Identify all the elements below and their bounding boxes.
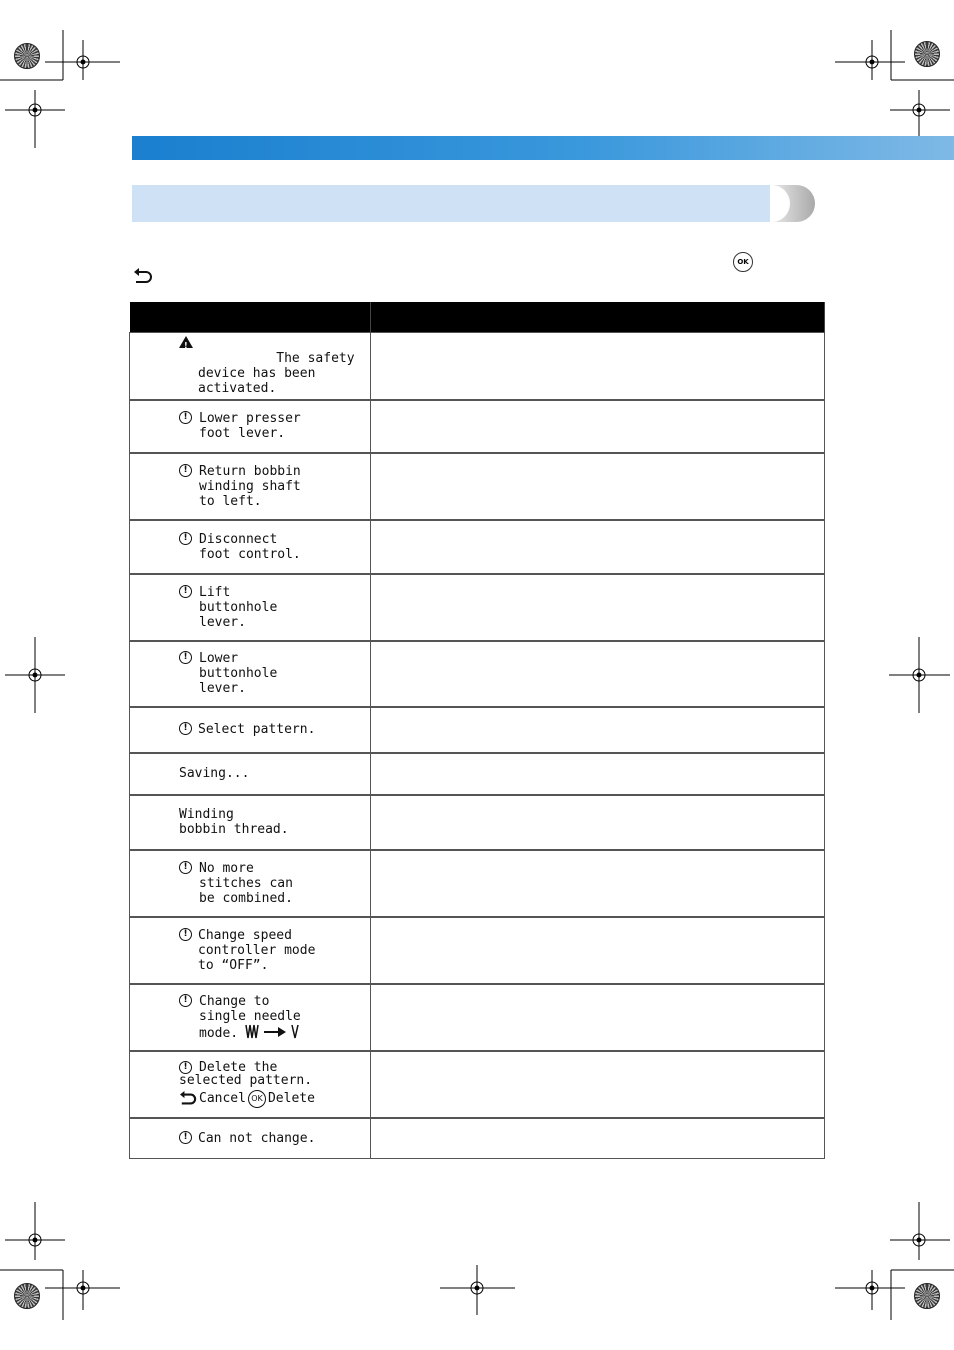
message-line: No more [199,860,254,876]
return-key-icon [133,268,153,286]
ok-key-icon: OK [248,1090,266,1108]
alert-icon: ! [179,1061,192,1074]
message-cell [130,333,371,400]
alert-icon: ! [179,532,192,545]
message-line: lever. [199,681,246,696]
table-row [130,753,825,795]
alert-icon: ! [179,585,192,598]
table-row [130,917,825,984]
message-line: activated. [198,380,277,396]
table-row [130,1051,825,1118]
table-row [130,641,825,707]
double-to-single-needle-icon [244,1024,324,1040]
message-line: Lift [199,584,231,600]
cause-cell [370,574,825,641]
message-line: Change speed [198,927,292,943]
message-line: Can not change. [198,1130,316,1146]
cause-cell [370,641,825,707]
cause-cell [370,795,825,850]
message-line: buttonhole [199,599,278,615]
message-cell [130,641,371,707]
message-line: single needle [199,1008,301,1024]
chapter-header-bar [132,136,954,160]
message-cell [130,400,371,453]
message-cell [130,795,371,850]
alert-icon: ! [179,411,192,424]
table-header-cause [370,302,825,333]
cause-cell [370,333,825,400]
message-line: Winding [179,807,234,822]
ok-key-icon: OK [733,252,753,272]
message-line: winding shaft [199,478,301,494]
message-line: to left. [199,493,262,509]
error-message-table [129,302,825,1159]
message-line: Delete the [199,1059,278,1075]
cause-cell [370,707,825,753]
message-line: lever. [199,614,246,630]
message-cell [130,453,371,520]
message-line: bobbin thread. [179,822,289,837]
message-line: device has been [198,365,316,381]
message-line: buttonhole [199,666,278,681]
delete-label: Delete [267,1091,315,1106]
message-cell [130,1051,371,1118]
cause-cell [370,984,825,1051]
table-row [130,984,825,1051]
cause-cell [370,753,825,795]
message-cell [130,707,371,753]
message-cell [130,753,371,795]
cancel-label: Cancel [199,1091,246,1106]
alert-icon: ! [179,651,192,664]
section-header-band [132,185,770,222]
cause-cell [370,453,825,520]
message-line: Change to [199,993,270,1009]
alert-icon: ! [179,994,192,1007]
table-header-row [130,302,825,333]
cause-cell [370,1118,825,1159]
table-row [130,520,825,574]
message-line: Select pattern. [198,722,316,737]
message-cell [130,984,371,1051]
table-row [130,574,825,641]
table-row [130,707,825,753]
warning-icon: ! [179,336,193,348]
message-line: Lower [199,651,239,666]
message-line: Return bobbin [199,463,301,479]
alert-icon: ! [179,928,192,941]
table-row [130,1118,825,1159]
message-line: to “OFF”. [198,957,269,973]
table-row [130,795,825,850]
table-row [130,850,825,917]
message-line: The safety [276,350,355,366]
table-row [130,453,825,520]
message-line: controller mode [198,942,316,958]
message-cell [130,574,371,641]
cause-cell [370,400,825,453]
message-line: Lower presser [199,411,301,426]
message-cell [130,1118,371,1159]
message-line: foot lever. [199,426,286,441]
message-line: stitches can [199,875,293,891]
message-line: be combined. [199,890,293,906]
alert-icon: ! [179,1131,192,1144]
message-line: mode. [199,1025,239,1041]
table-row [130,400,825,453]
cause-cell [370,520,825,574]
message-cell [130,917,371,984]
cause-cell [370,917,825,984]
alert-icon: ! [179,722,192,735]
alert-icon: ! [179,464,192,477]
message-line: Saving... [179,766,250,781]
table-header-message [130,302,371,333]
cause-cell [370,850,825,917]
message-line: foot control. [199,546,301,562]
message-cell [130,850,371,917]
table-row [130,333,825,400]
message-line: Disconnect [199,531,278,547]
message-cell [130,520,371,574]
message-line: selected pattern. [179,1072,313,1088]
cause-cell [370,1051,825,1118]
alert-icon: ! [179,861,192,874]
cancel-return-icon [179,1091,197,1107]
